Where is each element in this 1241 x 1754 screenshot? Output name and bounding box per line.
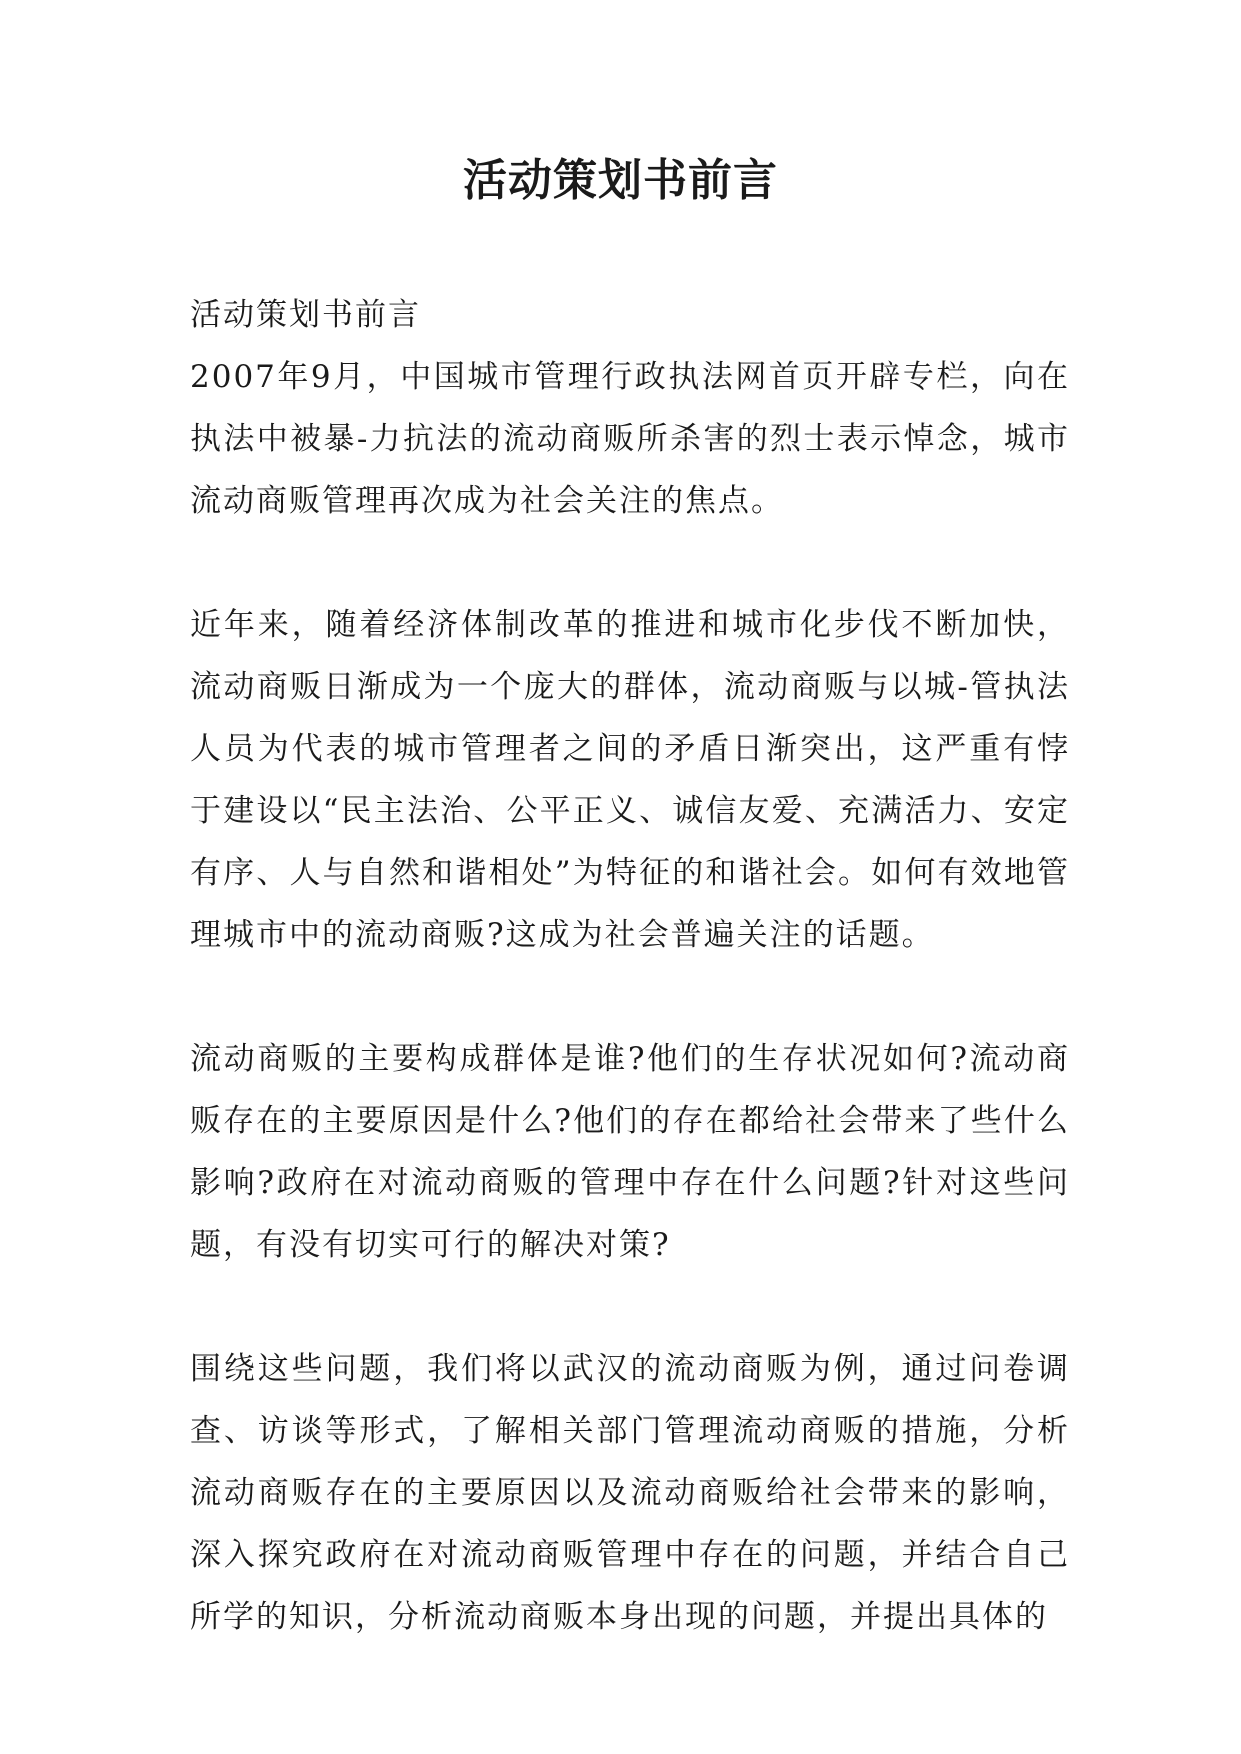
paragraph-4: 围绕这些问题，我们将以武汉的流动商贩为例，通过问卷调查、访谈等形式，了解相关部门管理流动商贩的措施，分析流动商贩存在的主要原因以及流动商贩给社会带来的影响，深入探究政府在对流动商贩管理中存在的问题，并结合自己所学的知识，分析流动商贩本身出现的问题，并提出具体的 (190, 1351, 1070, 1635)
subtitle-paragraph: 活动策划书前言 (190, 297, 421, 333)
document-title: 活动策划书前言 (463, 155, 778, 206)
paragraph-2: 近年来，随着经济体制改革的推进和城市化步伐不断加快，流动商贩日渐成为一个庞大的群体，流动商贩与以城-管执法人员为代表的城市管理者之间的矛盾日渐突出，这严重有悖于建设以“民主法治、公平正义、诚信友爱、充满活力、安定有序、人与自然和谐相处”为特征的和谐社会。如何有效地管理城市中的流动商贩?这成为社会普遍关注的话题。 (190, 607, 1070, 953)
paragraph-1: 2007年9月，中国城市管理行政执法网首页开辟专栏，向在执法中被暴-力抗法的流动商贩所杀害的烈士表示悼念，城市流动商贩管理再次成为社会关注的焦点。 (190, 359, 1070, 519)
paragraph-3: 流动商贩的主要构成群体是谁?他们的生存状况如何?流动商贩存在的主要原因是什么?他们的存在都给社会带来了些什么影响?政府在对流动商贩的管理中存在什么问题?针对这些问题，有没有切实可行的解决对策? (190, 1041, 1070, 1263)
document-body (190, 284, 1070, 1648)
